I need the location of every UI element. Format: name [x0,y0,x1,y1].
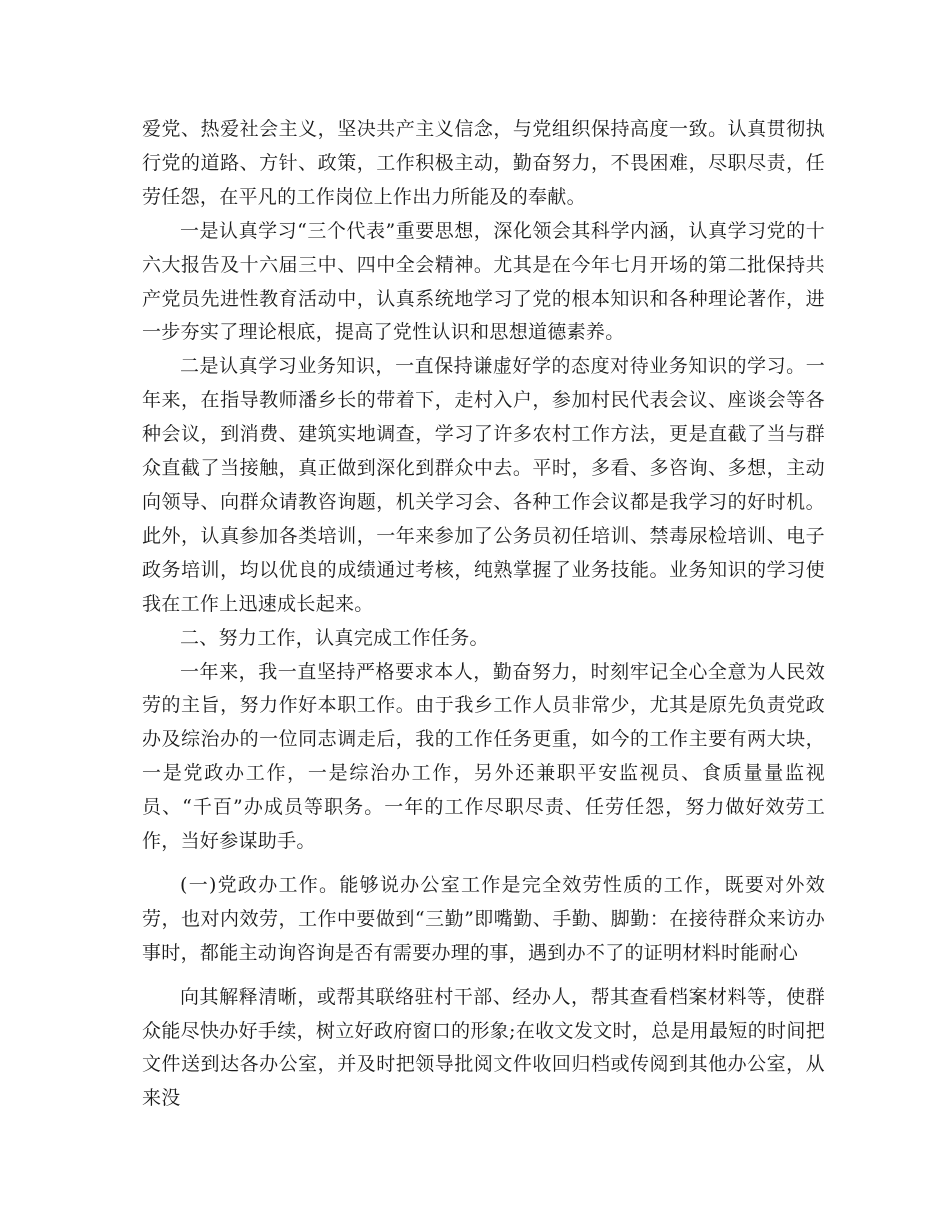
document-page [142,113,825,1116]
paragraph-5: (一)党政办工作。能够说办公室工作是完全效劳性质的工作，既要对外效劳，也对内效劳，工作中要做到“三勤”即嘴勤、手勤、脚勤：在接待群众来访办事时，都能主动询咨询是否有需要办理的事，遇到办不了的证明材料时能耐心 [142,873,825,964]
paragraph-3: 二是认真学习业务知识，一直保持谦虚好学的态度对待业务知识的学习。一年来，在指导教师潘乡长的带着下，走村入户，参加村民代表会议、座谈会等各种会议，到消费、建筑实地调查，学习了许多农村工作方法，更是直截了当与群众直截了当接触，真正做到深化到群众中去。平时，多看、多咨询、多想，主动向领导、向群众请教咨询题，机关学习会、各种工作会议都是我学习的好时机。此外，认真参加各类培训，一年来参加了公务员初任培训、禁毒尿检培训、电子政务培训，均以优良的成绩通过考核，纯熟掌握了业务技能。业务知识的学习使我在工作上迅速成长起来。 [142,355,825,615]
paragraph-6: 向其解释清晰，或帮其联络驻村干部、经办人，帮其查看档案材料等，使群众能尽快办好手续，树立好政府窗口的形象;在收文发文时，总是用最短的时间把文件送到达各办公室，并及时把领导批阅文件收回归档或传阅到其他办公室，从来没 [142,985,825,1110]
section-heading: 二、努力工作，认真完成工作任务。 [180,626,489,649]
paragraph-2: 一是认真学习“三个代表”重要思想，深化领会其科学内涵，认真学习党的十六大报告及十六届三中、四中全会精神。尤其是在今年七月开场的第二批保持共产党员先进性教育活动中，认真系统地学习了党的根本知识和各种理论著作，进一步夯实了理论根底，提高了党性认识和思想道德素养。 [142,219,825,344]
paragraph-1: 爱党、热爱社会主义，坚决共产主义信念，与党组织保持高度一致。认真贯彻执行党的道路、方针、政策，工作积极主动，勤奋努力，不畏困难，尽职尽责，任劳任怨，在平凡的工作岗位上作出力所能及的奉献。 [142,118,825,208]
paragraph-4: 一年来，我一直坚持严格要求本人，勤奋努力，时刻牢记全心全意为人民效劳的主旨，努力作好本职工作。由于我乡工作人员非常少，尤其是原先负责党政办及综治办的一位同志调走后，我的工作任务更重，如今的工作主要有两大块，一是党政办工作，一是综治办工作，另外还兼职平安监视员、食质量量监视员、“千百”办成员等职务。一年的工作尽职尽责、任劳任怨，努力做好效劳工作，当好参谋助手。 [142,660,825,853]
